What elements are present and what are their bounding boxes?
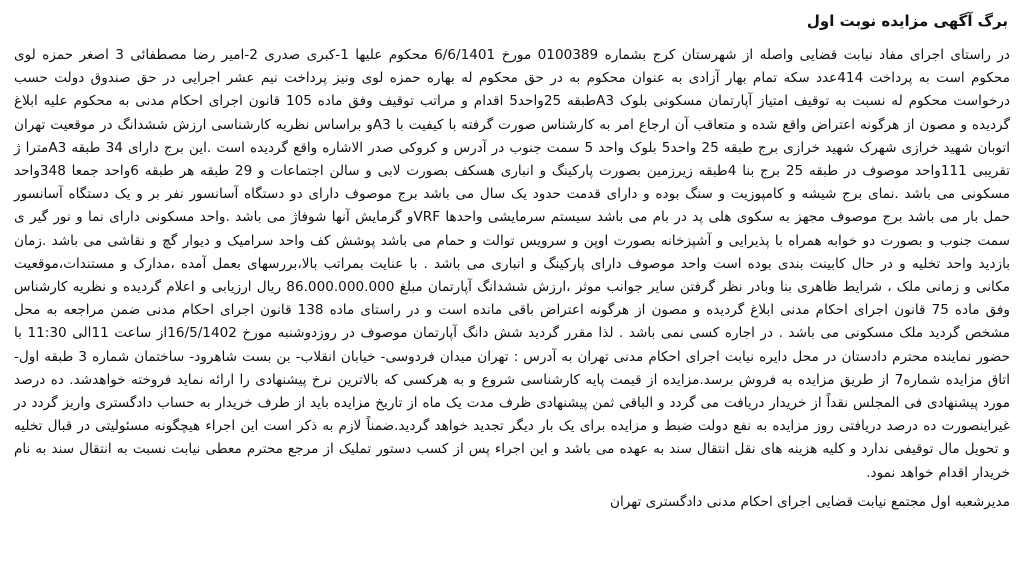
notice-body: در راستای اجرای مفاد نیابت قضایی واصله از شهرستان کرج بشماره 0100389 مورخ 6/6/1401 محکوم علیها 1-کبری صدری 2-امیر رضا مصطفائی 3 اصغر حمزه لوی محکوم است به پرداخت 414عدد سکه تمام بهار آزادی به عنوان محکوم به در حق محکوم له بهاره حمزه لوی ونیز پرداخت نیم عشر اجرایی در حق صندوق دولت حسب درخواست محکوم له نسبت به توقیف امتیاز آپارتمان مسکونی بلوک A3طبقه 25واحد5 اقدام و مراتب توقیف وفق ماده 105 قانون اجرای احکام مدنی به محکوم علیه ابلاغ گردیده و مصون از هرگونه اعتراض واقع شده و متعاقب آن ارجاع امر به کارشناس صورت گرفته با کیفیت با A3و براساس نظریه کارشناسی ارزش ششدانگ در موقعیت تهران اتوبان شهید خرازی شهرک شهید خرازی برج طبقه 25 واحد5 بلوک واحد 5 سمت جنوب در آدرس و کروکی صدر الاشاره واقع گردیده است .این برج دارای 34 طبقه A3مترا ژ تقریبی 111واحد موصوف در طبقه 25 برج بنا 4طبقه زیرزمین بصورت پارکینگ و انباری هسکف بصورت لابی و سالن اجتماعات و 29 طبقه هر طبقه 6واحد جمعا 348واحد مسکونی می باشد .نمای برج شیشه و کامپوزیت و سنگ بوده و دارای قدمت حدود یک سال می باشد برج موصوف دارای دو دستگاه آسانسور نفر بر و یک دستگاه آسانسور حمل بار می باشد برج موصوف مجهز به سکوی هلی پد در بام می باشد سیستم سرمایشی واحدها VRFو گرمایش آنها شوفاژ می باشد .واحد مسکونی دارای نما و نور گیر ی سمت جنوب و بصورت دو خوابه همراه با پذیرایی و آشپزخانه بصورت اوپن و سرویس توالت و حمام می باشد پوشش کف واحد سرامیک و دیوار گچ و نقاشی می باشد .زمان بازدید واحد تخلیه و در حال کابینت بندی بوده است واحد موصوف دارای پارکینگ و انباری می باشد . با عنایت بمراتب بالا،بررسهای بعمل آمده ،مدارک و مستندات،موقعیت مکانی و زمانی ملک ، شرایط ظاهری بنا وبادر نظر گرفتن سایر جوانب موثر ،ارزش ششدانگ آپارتمان مبلغ 86.000.000.000 ریال ارزیابی و اعلام گردیده و نظریه کارشناس وفق ماده 75 قانون اجرای احکام مدنی ابلاغ گردیده و مصون از هرگونه اعتراض باقی مانده است و در راستای ماده 138 قانون اجرای احکام مدنی ضمن مراجعه به محل مشخص گردید ملک مسکونی می باشد . در اجاره کسی نمی باشد . لذا مقرر گردید شش دانگ آپارتمان موصوف در روزدوشنبه مورخ 16/5/1402از ساعت 11الی 11:30 با حضور نماینده محترم دادستان در محل دایره نیابت اجرای احکام مدنی تهران به آدرس : تهران میدان فردوسی- خیابان انقلاب- بن بست شاهرود- ساختمان شماره 3 طبقه اول-اتاق مزایده شماره7 از طریق مزایده به فروش برسد.مزایده از قیمت پایه کارشناسی شروع و به هرکسی که بالاترین نرخ پیشنهادی را ارائه نماید فروخته خواهدشد. ده درصد مورد پیشنهادی فی المجلس نقداً از خریدار دریافت می گردد و الباقی ثمن پیشنهادی ظرف مدت یک ماه از تاریخ مزایده باید از طرف خریدار به حساب دادگستری واریز گردد در غیراینصورت ده درصد دریافتی روز مزایده به نفع دولت ضبط و مزایده برای یک بار دیگر تجدید خواهد گردید.ضمناً لازم به ذکر است این اجراء هیچگونه مسئولیتی در قبال تخلیه و تحویل مال توقیفی ندارد و کلیه هزینه های نقل انتقال سند به عهده می باشد و این اجراء پس از کسب دستور تملیک از مرجع محترم معطی نیابت نسبت به انتقال سند به نام خریدار اقدام خواهد نمود. — [14, 47, 1011, 481]
notice-signature: مدیرشعبه اول مجتمع نیابت قضایی اجرای احکام مدنی دادگستری تهران — [609, 493, 1010, 510]
notice-title: برگ آگهی مزایده نوبت اول — [806, 12, 1008, 30]
